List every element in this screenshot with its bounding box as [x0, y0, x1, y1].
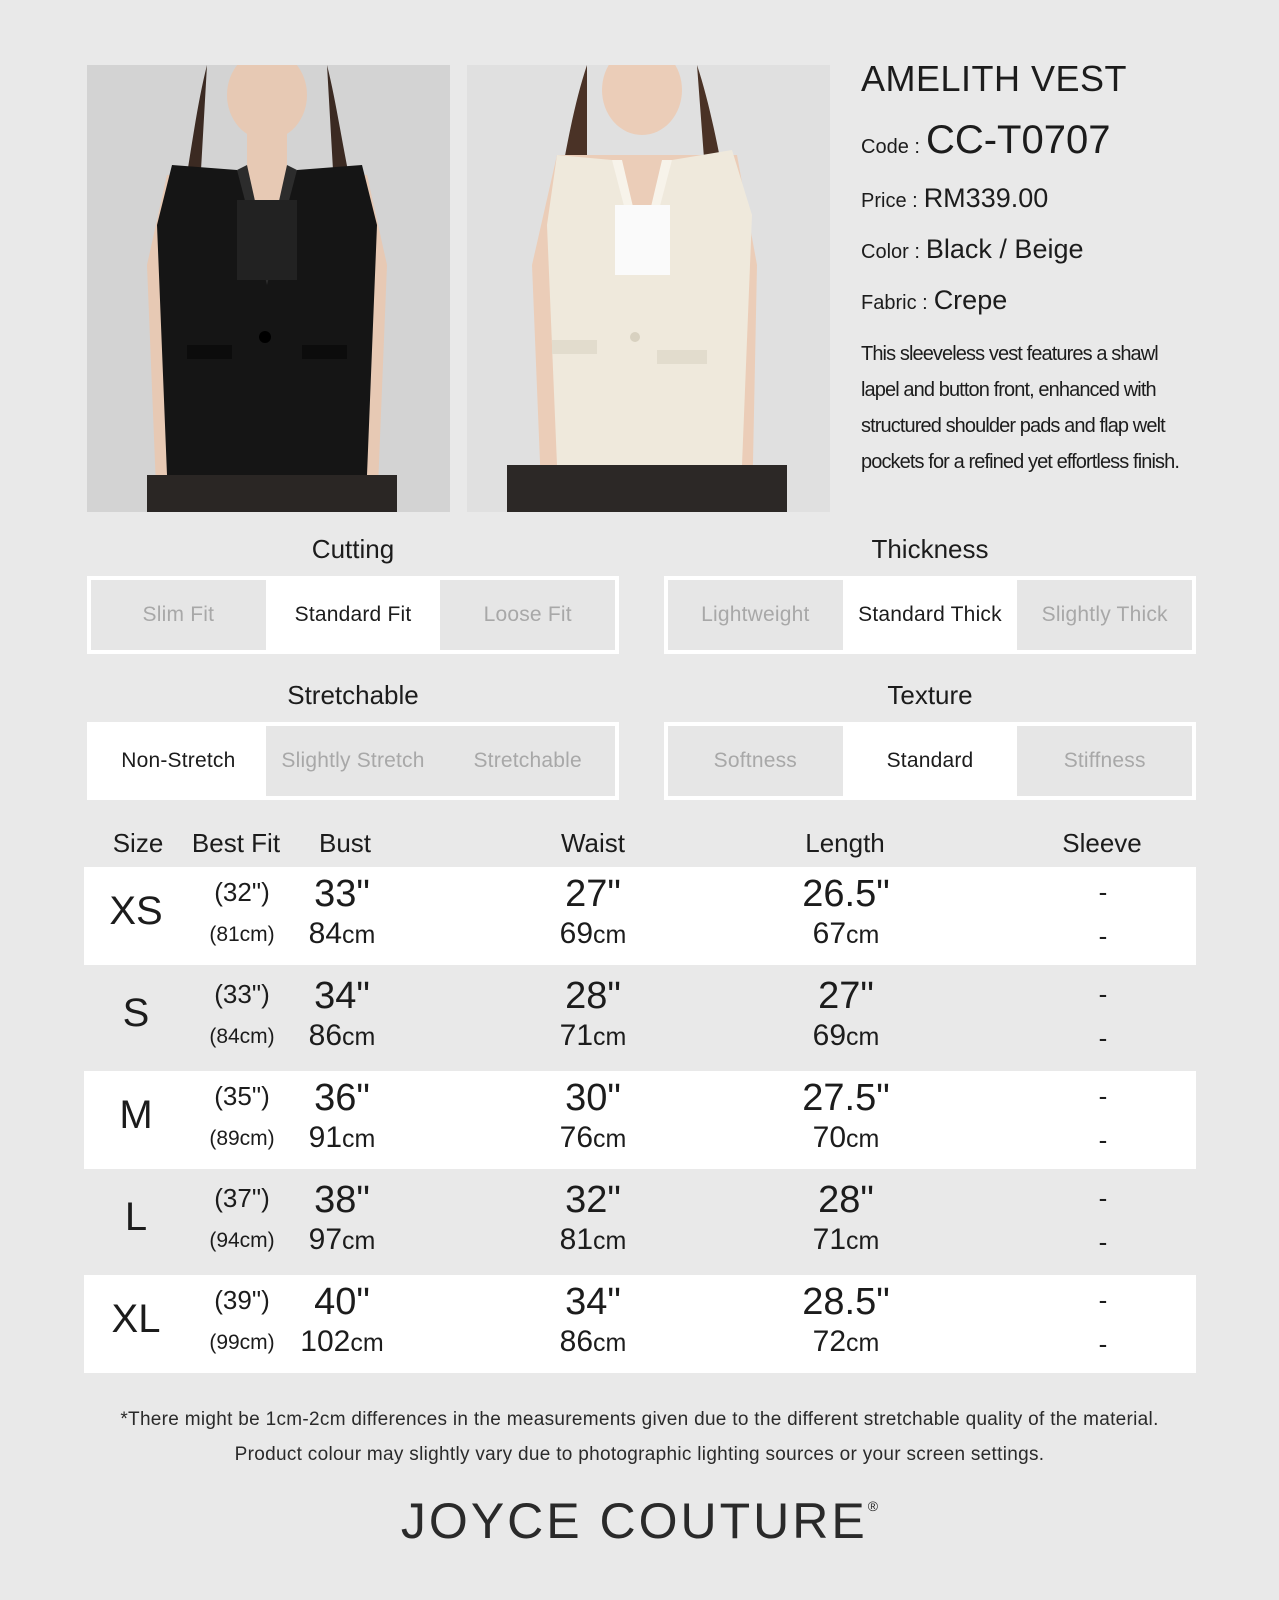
fabric-row: [861, 285, 1221, 316]
color-label: Color :: [861, 241, 920, 263]
waist-cm: [523, 917, 663, 951]
stretchable-selector: [87, 722, 619, 800]
waist-cm-value: 71: [559, 1019, 594, 1052]
description-line: pockets for a refined yet effortless finish.: [861, 451, 1179, 473]
cm-unit: cm: [593, 1125, 627, 1153]
cm-unit: cm: [846, 921, 880, 949]
description-line: This sleeveless vest features a shawl: [861, 343, 1158, 365]
sleeve-inches: -: [1098, 1081, 1108, 1111]
bust-cm-value: 97: [308, 1223, 343, 1256]
stretch-option-non-stretch[interactable]: Non-Stretch: [91, 726, 266, 796]
length-cm: [776, 1019, 916, 1053]
sleeve-cm: -: [1098, 1329, 1108, 1359]
length-inches: 28": [818, 1179, 874, 1221]
registered-mark: ®: [867, 1498, 879, 1514]
waist-inches: 28": [565, 975, 621, 1017]
cm-unit: cm: [846, 1023, 880, 1051]
cutting-selector: [87, 576, 619, 654]
waist-inches: 27": [565, 873, 621, 915]
product-price: RM339.00: [923, 183, 1049, 213]
color-row: [861, 234, 1221, 265]
length-inches: 26.5": [802, 873, 890, 915]
cutting-option-loose-fit[interactable]: Loose Fit: [440, 580, 615, 650]
bust-cm-value: 102: [300, 1325, 351, 1358]
best-fit-inches: (35"): [214, 1081, 270, 1111]
cm-unit: cm: [342, 1227, 376, 1255]
cm-unit: cm: [593, 921, 627, 949]
table-row: [84, 1173, 1196, 1271]
cm-unit: cm: [342, 1023, 376, 1051]
length-cm: [776, 1223, 916, 1257]
colour-note: Product colour may slightly vary due to photographic lighting sources or your screen settings.: [234, 1444, 1045, 1465]
stretch-option-stretchable[interactable]: Stretchable: [440, 726, 615, 796]
thickness-option-slightly-thick[interactable]: Slightly Thick: [1017, 580, 1192, 650]
texture-option-stiffness[interactable]: Stiffness: [1017, 726, 1192, 796]
length-cm-value: 69: [812, 1019, 847, 1052]
cutting-title: Cutting: [311, 534, 395, 564]
bust-cm-value: 91: [308, 1121, 343, 1154]
product-description: [861, 336, 1221, 480]
waist-cm: [523, 1223, 663, 1257]
fabric-label: Fabric :: [861, 292, 928, 314]
code-label: Code :: [861, 136, 920, 158]
length-cm-value: 71: [812, 1223, 847, 1256]
best-fit-inches: (33"): [214, 979, 270, 1009]
waist-cm: [523, 1121, 663, 1155]
best-fit-cm: (81cm): [209, 923, 275, 946]
cm-unit: cm: [342, 1125, 376, 1153]
product-info: [861, 58, 1221, 480]
bust-inches: 34": [314, 975, 370, 1017]
bust-inches: 36": [314, 1077, 370, 1119]
length-inches: 28.5": [802, 1281, 890, 1323]
header-best-fit: Best Fit: [191, 828, 281, 858]
sleeve-cm: -: [1098, 1023, 1108, 1053]
measurement-note: *There might be 1cm-2cm differences in the measurements given due to the different stretchable quality of the material.: [120, 1409, 1159, 1430]
brand-name: JOYCE COUTURE: [400, 1493, 868, 1549]
cutting-option-slim-fit[interactable]: Slim Fit: [91, 580, 266, 650]
cm-unit: cm: [846, 1227, 880, 1255]
sleeve-inches: -: [1098, 1183, 1108, 1213]
product-title: AMELITH VEST: [861, 58, 1128, 99]
bust-cm: [272, 1325, 412, 1359]
header-waist: Waist: [560, 828, 626, 858]
sleeve-cm: -: [1098, 1125, 1108, 1155]
waist-cm-value: 81: [559, 1223, 594, 1256]
length-cm-value: 72: [812, 1325, 847, 1358]
thickness-option-lightweight[interactable]: Lightweight: [668, 580, 843, 650]
price-row: [861, 183, 1221, 214]
cm-unit: cm: [593, 1023, 627, 1051]
size-cell: L: [124, 1195, 148, 1239]
code-row: [861, 118, 1221, 163]
table-row: [84, 1071, 1196, 1169]
stretchable-title: Stretchable: [287, 680, 419, 710]
size-cell: S: [122, 991, 150, 1035]
waist-cm: [523, 1019, 663, 1053]
cm-unit: cm: [846, 1329, 880, 1357]
best-fit-cm: (89cm): [209, 1127, 275, 1150]
length-inches: 27.5": [802, 1077, 890, 1119]
product-color: Black / Beige: [925, 234, 1084, 264]
bust-cm-value: 84: [308, 917, 343, 950]
best-fit-inches: (39"): [214, 1285, 270, 1315]
cm-unit: cm: [593, 1227, 627, 1255]
model-beige-vest-image: [467, 65, 830, 512]
sleeve-cm: -: [1098, 1227, 1108, 1257]
size-cell: XS: [109, 889, 163, 933]
header-bust: Bust: [318, 828, 372, 858]
waist-inches: 34": [565, 1281, 621, 1323]
waist-inches: 30": [565, 1077, 621, 1119]
sleeve-cm: -: [1098, 921, 1108, 951]
thickness-selector: [664, 576, 1196, 654]
size-cell: XL: [111, 1297, 161, 1341]
length-cm: [776, 1325, 916, 1359]
cm-unit: cm: [593, 1329, 627, 1357]
bust-cm: [272, 917, 412, 951]
length-inches: 27": [818, 975, 874, 1017]
price-label: Price :: [861, 190, 918, 212]
waist-cm-value: 69: [559, 917, 594, 950]
best-fit-cm: (84cm): [209, 1025, 275, 1048]
cm-unit: cm: [350, 1329, 384, 1357]
header-size: Size: [112, 828, 164, 858]
product-photo-beige: [467, 65, 830, 512]
waist-inches: 32": [565, 1179, 621, 1221]
product-fabric: Crepe: [933, 285, 1008, 315]
thickness-option-standard-thick[interactable]: Standard Thick: [843, 580, 1018, 650]
sleeve-inches: -: [1098, 979, 1108, 1009]
brand-logo: [0, 1492, 1279, 1550]
header-sleeve: Sleeve: [1062, 828, 1142, 858]
model-black-vest-image: [87, 65, 450, 512]
bust-cm: [272, 1121, 412, 1155]
cm-unit: cm: [846, 1125, 880, 1153]
bust-cm: [272, 1019, 412, 1053]
thickness-title: Thickness: [871, 534, 989, 564]
product-photo-black: [87, 65, 450, 512]
length-cm: [776, 917, 916, 951]
waist-cm: [523, 1325, 663, 1359]
bust-inches: 38": [314, 1179, 370, 1221]
sleeve-inches: -: [1098, 1285, 1108, 1315]
texture-option-standard[interactable]: Standard: [843, 726, 1018, 796]
bust-cm: [272, 1223, 412, 1257]
waist-cm-value: 86: [559, 1325, 594, 1358]
waist-cm-value: 76: [559, 1121, 594, 1154]
product-code: CC-T0707: [925, 118, 1111, 162]
length-cm: [776, 1121, 916, 1155]
header-length: Length: [805, 828, 885, 858]
best-fit-inches: (32"): [214, 877, 270, 907]
cutting-option-standard-fit[interactable]: Standard Fit: [266, 580, 441, 650]
stretch-option-slightly-stretch[interactable]: Slightly Stretch: [266, 726, 441, 796]
length-cm-value: 70: [812, 1121, 847, 1154]
length-cm-value: 67: [812, 917, 847, 950]
texture-option-softness[interactable]: Softness: [668, 726, 843, 796]
table-row: [84, 1275, 1196, 1373]
cm-unit: cm: [342, 921, 376, 949]
bust-inches: 40": [314, 1281, 370, 1323]
texture-title: Texture: [887, 680, 973, 710]
bust-inches: 33": [314, 873, 370, 915]
size-cell: M: [119, 1093, 153, 1137]
best-fit-inches: (37"): [214, 1183, 270, 1213]
table-row: [84, 867, 1196, 965]
description-line: structured shoulder pads and flap welt: [861, 415, 1165, 437]
best-fit-cm: (99cm): [209, 1331, 275, 1354]
description-line: lapel and button front, enhanced with: [861, 379, 1156, 401]
texture-selector: [664, 722, 1196, 800]
sleeve-inches: -: [1098, 877, 1108, 907]
bust-cm-value: 86: [308, 1019, 343, 1052]
table-row: [84, 969, 1196, 1067]
best-fit-cm: (94cm): [209, 1229, 275, 1252]
